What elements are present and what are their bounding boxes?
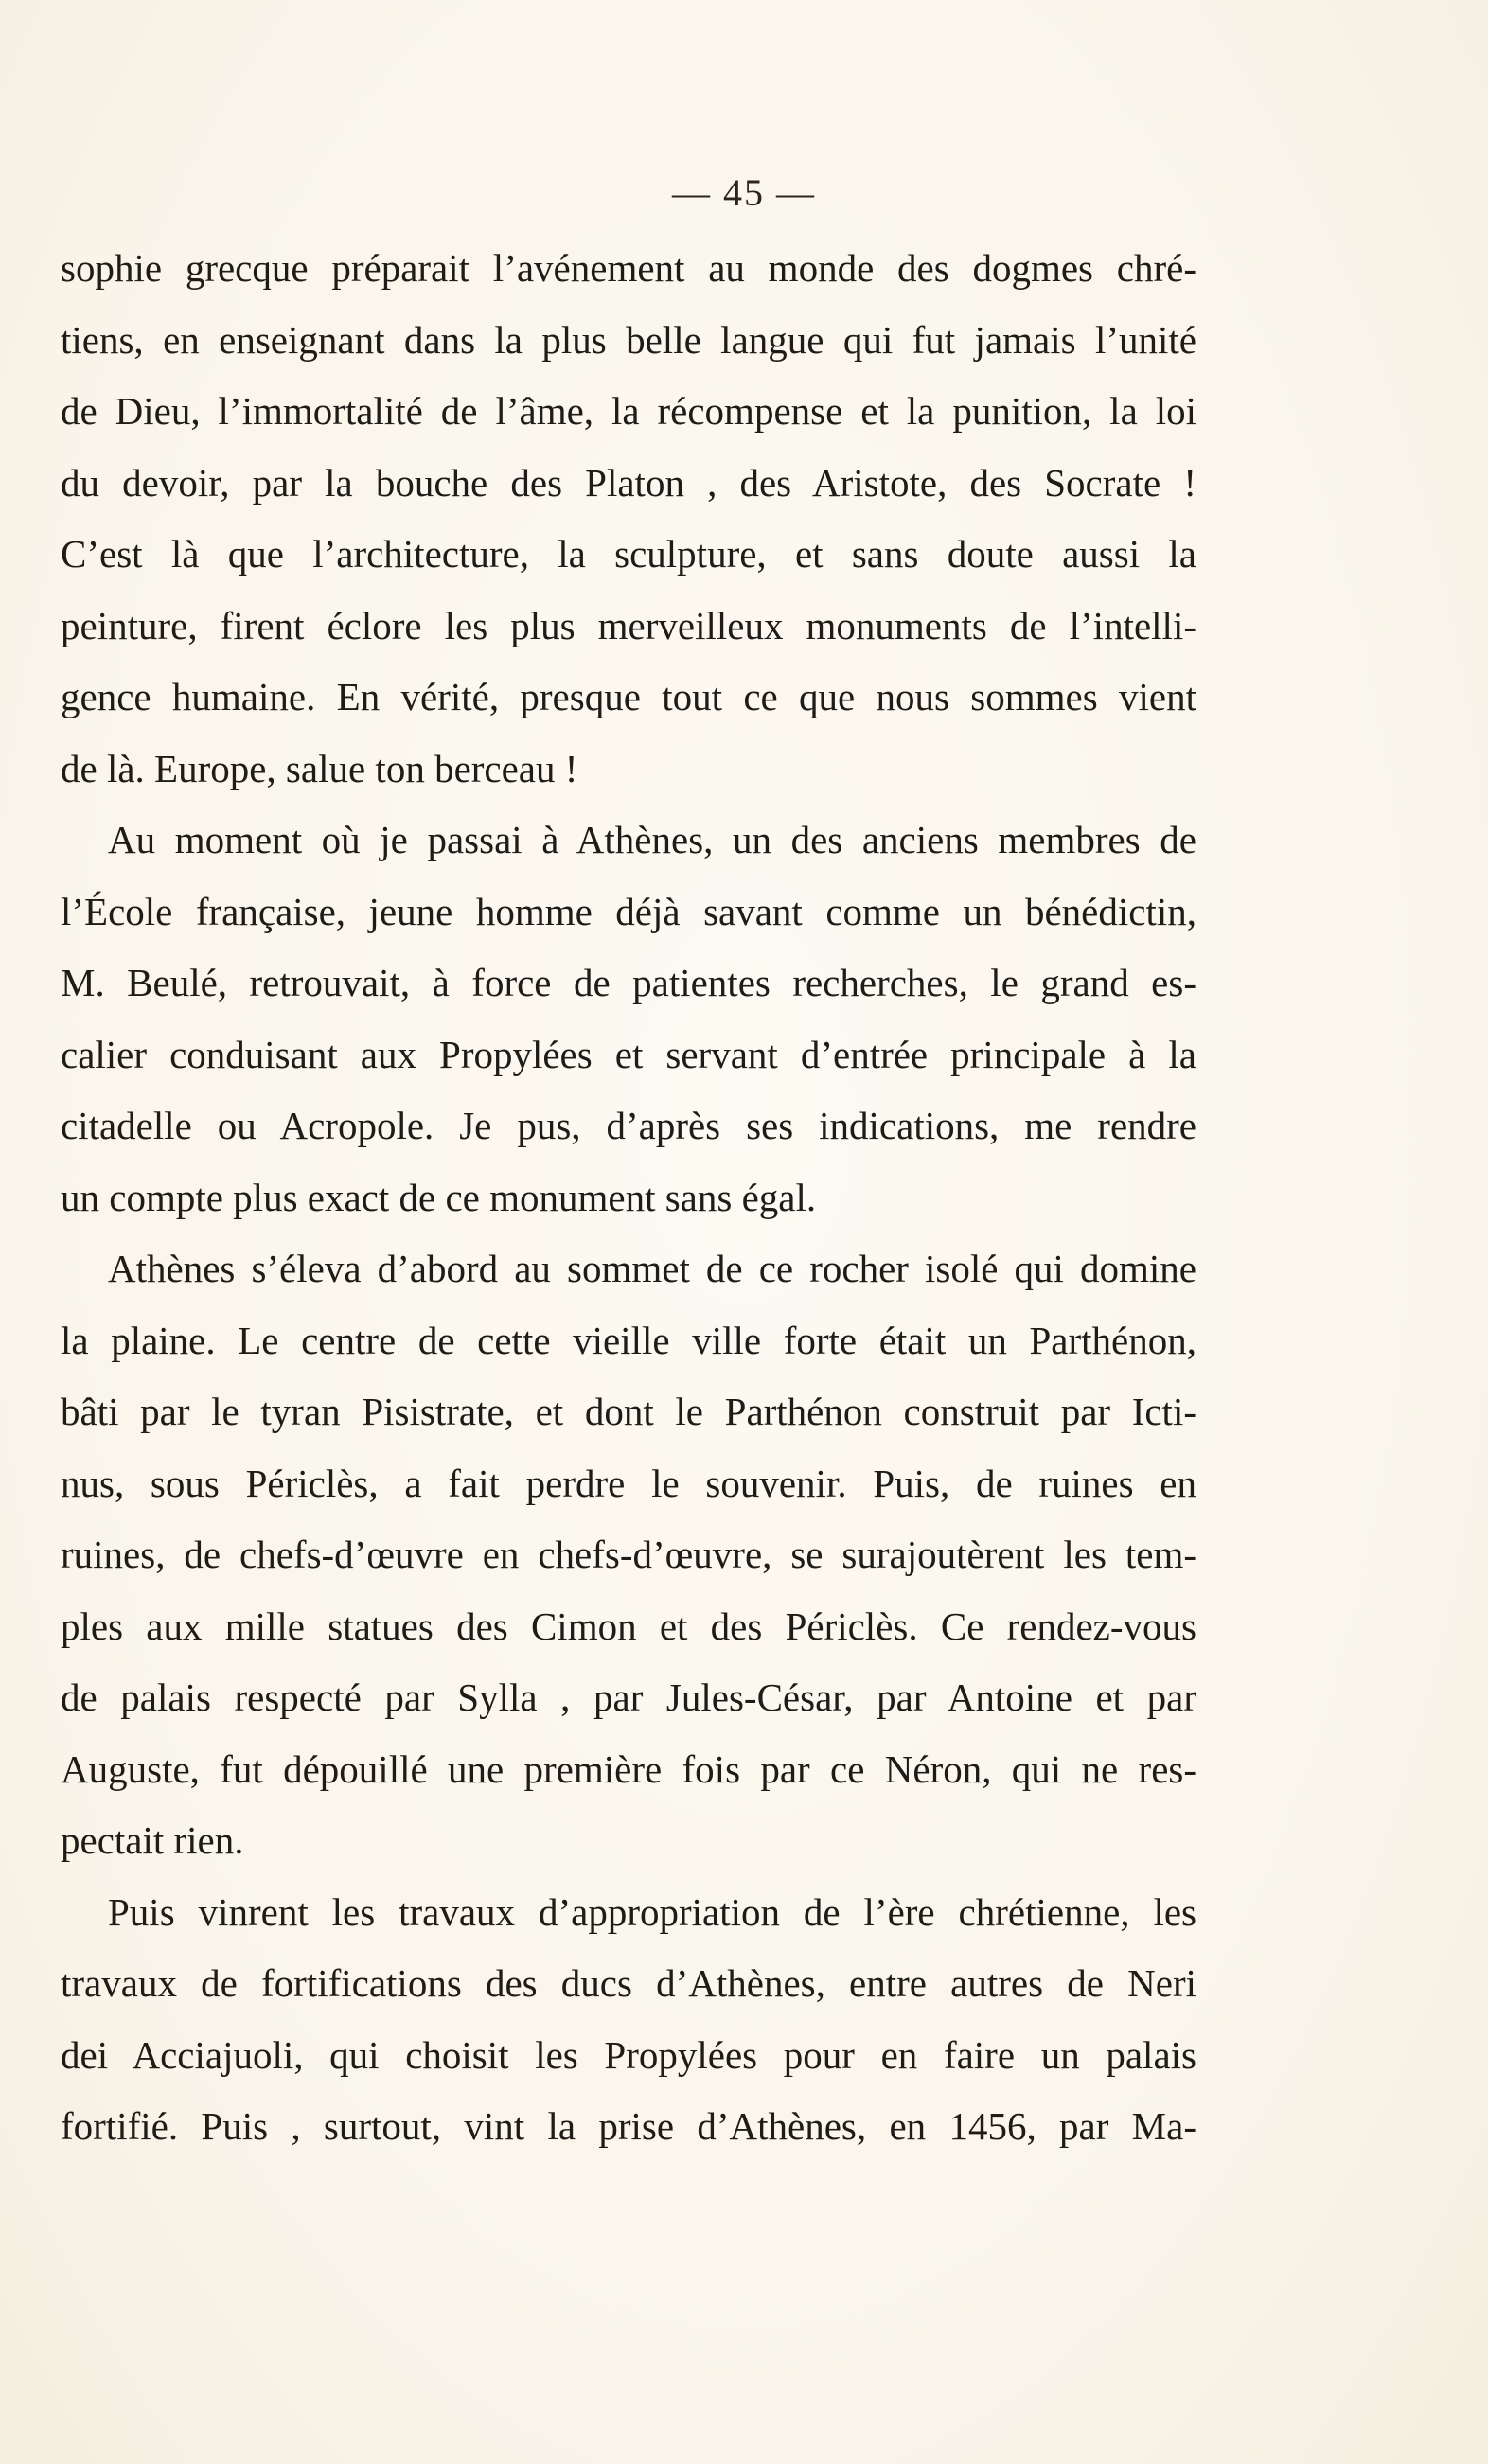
- text-line: tiens, en enseignant dans la plus belle langue qui fut jamais l’unité: [61, 317, 1196, 362]
- text-line: dei Acciajuoli, qui choisit les Propylées pour en faire un palais: [61, 2032, 1196, 2077]
- text-line: C’est là que l’architecture, la sculpture, et sans doute aussi la: [61, 532, 1196, 576]
- text-line: Puis vinrent les travaux d’appropriation de l’ère chrétienne, les: [108, 1889, 1196, 1934]
- text-line: Auguste, fut dépouillé une première fois par ce Néron, qui ne res-: [61, 1746, 1196, 1791]
- text-line: de là. Europe, salue ton berceau !: [61, 746, 578, 790]
- text-line: sophie grecque préparait l’avénement au monde des dogmes chré-: [61, 246, 1196, 290]
- text-line: pectait rien.: [61, 1818, 244, 1862]
- text-line: citadelle ou Acropole. Je pus, d’après ses indications, me rendre: [61, 1104, 1196, 1147]
- paragraph-4: [61, 1877, 1196, 2163]
- text-line: bâti par le tyran Pisistrate, et dont le Parthénon construit par Icti-: [61, 1390, 1196, 1433]
- text-line: gence humaine. En vérité, presque tout ce que nous sommes vient: [61, 675, 1196, 718]
- text-line: de Dieu, l’immortalité de l’âme, la récompense et la punition, la loi: [61, 389, 1196, 433]
- text-line: nus, sous Périclès, a fait perdre le souvenir. Puis, de ruines en: [61, 1461, 1196, 1505]
- text-line: peinture, firent éclore les plus merveilleux monuments de l’intelli-: [61, 603, 1196, 647]
- text-line: Athènes s’éleva d’abord au sommet de ce rocher isolé qui domine: [108, 1247, 1196, 1290]
- text-line: fortifié. Puis , surtout, vint la prise d’Athènes, en 1456, par Ma-: [61, 2104, 1196, 2148]
- text-line: la plaine. Le centre de cette vieille ville forte était un Parthénon,: [61, 1318, 1196, 1362]
- body-text: [61, 233, 1196, 2163]
- text-line: travaux de fortifications des ducs d’Athènes, entre autres de Neri: [61, 1961, 1196, 2005]
- text-line: ruines, de chefs-d’œuvre en chefs-d’œuvre, se surajoutèrent les tem-: [61, 1533, 1196, 1576]
- paragraph-3: [61, 1233, 1196, 1877]
- text-line: calier conduisant aux Propylées et servant d’entrée principale à la: [61, 1032, 1196, 1076]
- text-line: ples aux mille statues des Cimon et des Périclès. Ce rendez-vous: [61, 1604, 1196, 1648]
- paragraph-2: [61, 805, 1196, 1233]
- text-line: l’École française, jeune homme déjà savant comme un bénédictin,: [61, 889, 1196, 933]
- text-line: M. Beulé, retrouvait, à force de patientes recherches, le grand es-: [61, 961, 1196, 1004]
- text-line: un compte plus exact de ce monument sans égal.: [61, 1175, 817, 1219]
- text-line: de palais respecté par Sylla , par Jules-César, par Antoine et par: [61, 1675, 1196, 1719]
- page-number: — 45 —: [672, 171, 816, 214]
- text-line: Au moment où je passai à Athènes, un des anciens membres de: [108, 818, 1196, 861]
- text-line: du devoir, par la bouche des Platon , des Aristote, des Socrate !: [61, 460, 1196, 505]
- paragraph-1: [61, 233, 1196, 805]
